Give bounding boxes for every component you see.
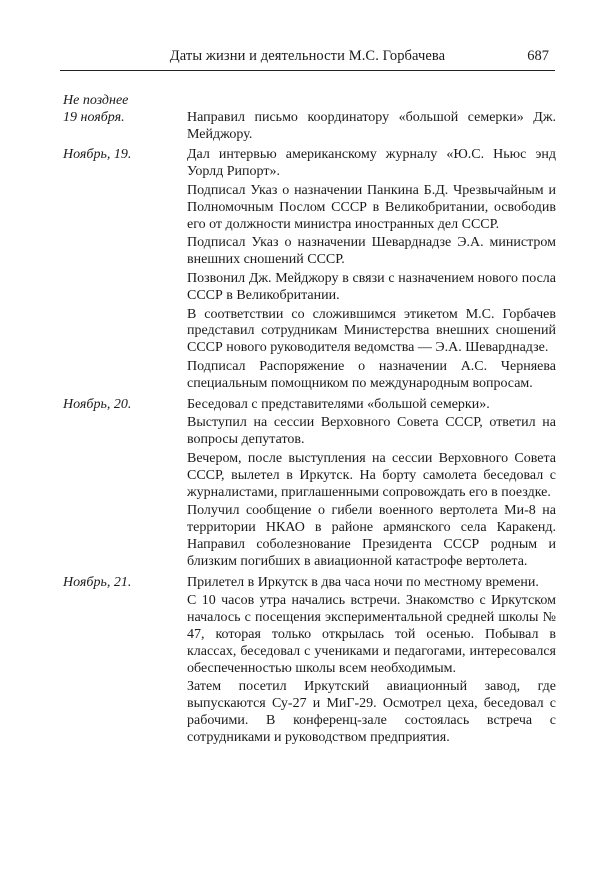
entry-paragraph: Выступил на сессии Верховного Совета СССР, ответил на вопросы депутатов. (187, 415, 556, 448)
entry-paragraph: Беседовал с представителями «большой семерки». (187, 396, 490, 412)
entry-text (187, 147, 556, 394)
entry-date-line: Не позднее (63, 93, 129, 108)
entry-paragraph: Вечером, после выступления на сессии Верховного Совета СССР, вылетел в Иркутск. На борту самолета беседовал с журналистами, приглашенными сопровождать его в поездке. (187, 450, 556, 500)
entry-paragraph: Направил письмо координатору «большой семерки» Дж. Мейджору. (187, 109, 556, 142)
entry-date (63, 575, 187, 749)
chronology-list (63, 93, 556, 750)
chronology-entry (63, 147, 556, 394)
entry-date-line: Ноябрь, 21. (63, 574, 132, 590)
entry-date (63, 93, 187, 145)
entry-paragraph: Подписал Указ о назначении Панкина Б.Д. Чрезвычайным и Полномочным Послом СССР в Великобритании, освободив его от должности министра иностранных дел СССР. (187, 182, 556, 232)
entry-paragraph: С 10 часов утра начались встречи. Знакомство с Иркутском началось с посещения экспериментальной средней школы № 47, которая только открылась той осенью. Побывал в классах, беседовал с учениками и педагогами, интересовался обеспеченностью школы всем необходимым. (187, 593, 556, 676)
page-number: 687 (527, 48, 549, 64)
entry-text (187, 397, 556, 573)
entry-date-line: Ноябрь, 20. (63, 396, 132, 412)
entry-paragraph: Подписал Указ о назначении Шеварднадзе Э.А. министром внешних сношений СССР. (187, 235, 556, 268)
entry-paragraph: Дал интервью американскому журналу «Ю.С. Ньюс энд Уорлд Рипорт». (187, 147, 556, 180)
entry-paragraph: Подписал Распоряжение о назначении А.С. Черняева специальным помощником по международным вопросам. (187, 358, 556, 391)
entry-text (187, 93, 556, 145)
entry-paragraph: Затем посетил Иркутский авиационный завод, где выпускаются Су-27 и МиГ-29. Осмотрел цеха, беседовал с рабочими. В конференц-зале состоялась встреча с сотрудниками и руководством предприятия. (187, 679, 556, 745)
entry-paragraph: В соответствии со сложившимся этикетом М.С. Горбачев представил сотрудникам Министерства внешних сношений СССР нового руководителя ведомства — Э.А. Шеварднадзе. (187, 306, 556, 356)
entry-date-line: 19 ноября. (63, 109, 125, 125)
chronology-entry (63, 575, 556, 749)
entry-date (63, 147, 187, 394)
running-title: Даты жизни и деятельности М.С. Горбачева (169, 48, 446, 64)
entry-date-line: Ноябрь, 19. (63, 147, 132, 163)
chronology-entry (63, 397, 556, 573)
entry-paragraph: Получил сообщение о гибели военного вертолета Ми-8 на территории НКАО в районе армянского села Каракенд. Направил соболезнование Президента СССР родным и близким погибших в авиационной катастрофе вертолета. (187, 503, 556, 569)
chronology-entry (63, 93, 556, 145)
page-header (60, 44, 555, 71)
entry-paragraph: Позвонил Дж. Мейджору в связи с назначением нового посла СССР в Великобритании. (187, 270, 556, 303)
entry-date (63, 397, 187, 573)
entry-paragraph: Прилетел в Иркутск в два часа ночи по местному времени. (187, 574, 539, 590)
entry-text (187, 575, 556, 749)
